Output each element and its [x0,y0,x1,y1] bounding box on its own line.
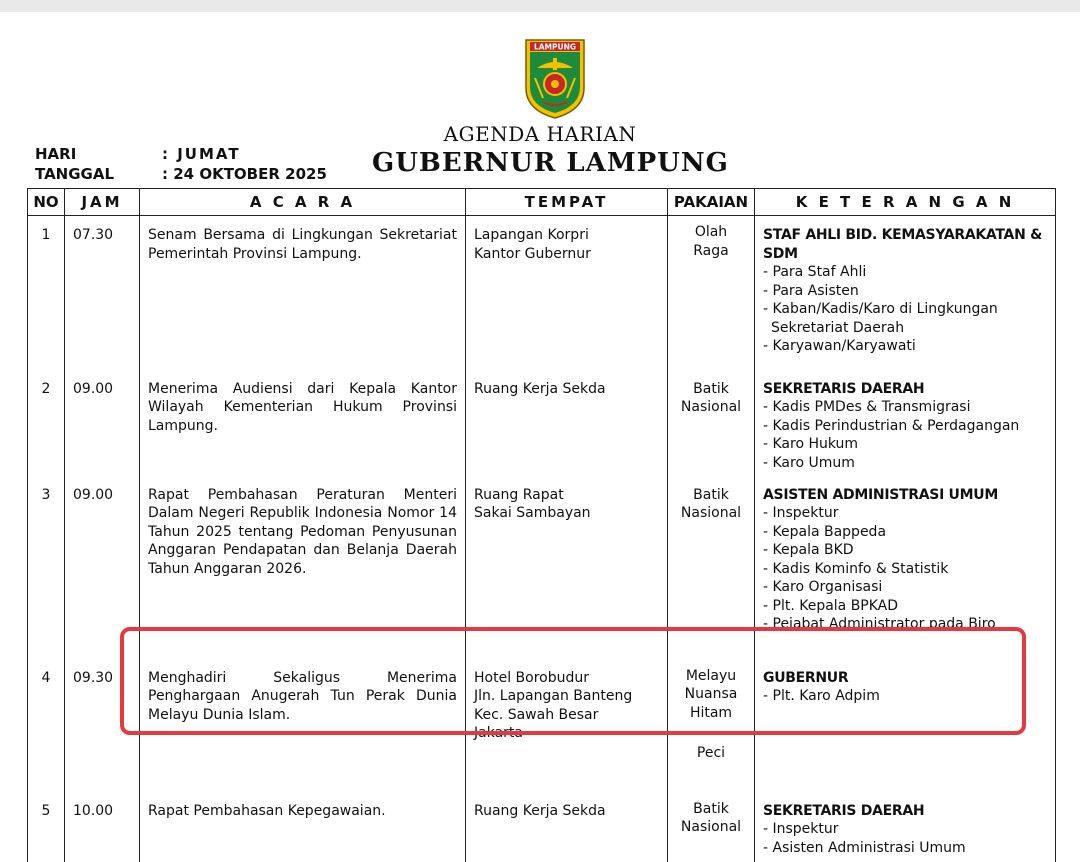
row-jam: 09.00 [65,380,140,486]
tanggal-label: TANGGAL [35,165,115,183]
row-pakaian: Batik Nasional [668,792,755,862]
tanggal-value: : 24 OKTOBER 2025 [162,165,327,183]
lampung-emblem-icon [523,38,587,120]
table-row [28,792,1056,862]
row-jam: 09.00 [65,486,140,667]
row-no: 1 [28,216,65,380]
row-tempat: Hotel Borobudur Jln. Lapangan Banteng Kec. Sawah Besar Jakarta [466,667,668,792]
row-tempat: Ruang Rapat Sakai Sambayan [466,486,668,667]
row-jam: 09.30 [65,667,140,792]
row-tempat: Ruang Kerja Sekda [466,380,668,486]
hari-label: HARI [35,145,77,163]
row-acara: Senam Bersama di Lingkungan Sekretariat Pemerintah Provinsi Lampung. [140,216,466,380]
agenda-title: AGENDA HARIAN [443,122,637,146]
logo-text: LAMPUNG [533,42,577,52]
row-pakaian: Batik Nasional [668,486,755,667]
col-header-acara: A C A R A [140,189,466,216]
table-row [28,216,1056,380]
col-header-keterangan: K E T E R A N G A N [755,189,1056,216]
row-tempat: Lapangan Korpri Kantor Gubernur [466,216,668,380]
row-acara: Menerima Audiensi dari Kepala Kantor Wilayah Kementerian Hukum Provinsi Lampung. [140,380,466,486]
row-keterangan: SEKRETARIS DAERAH - Inspektur - Asisten Administrasi Umum [755,792,1056,862]
row-jam: 07.30 [65,216,140,380]
hari-value: : JUMAT [162,145,241,163]
row-keterangan: SEKRETARIS DAERAH - Kadis PMDes & Transmigrasi - Kadis Perindustrian & Perdagangan - Karo Hukum - Karo Umum [755,380,1056,486]
agenda-table [27,188,1056,862]
row-pakaian: Olah Raga [668,216,755,380]
row-keterangan: ASISTEN ADMINISTRASI UMUM - Inspektur - Kepala Bappeda - Kepala BKD - Kadis Kominfo & Statistik - Karo Organisasi - Plt. Kepala BPKAD - Pejabat Administrator pada Biro [755,486,1056,667]
row-no: 5 [28,792,65,862]
highlight-box [120,627,1026,735]
row-tempat: Ruang Kerja Sekda [466,792,668,862]
col-header-jam: JAM [65,189,140,216]
row-no: 4 [28,667,65,792]
row-acara: Rapat Pembahasan Peraturan Menteri Dalam Negeri Republik Indonesia Nomor 14 Tahun 2025 tentang Pedoman Penyusunan Anggaran Pendapatan dan Belanja Daerah Tahun Anggaran 2026. [140,486,466,667]
row-jam: 10.00 [65,792,140,862]
row-keterangan: STAF AHLI BID. KEMASYARAKATAN & SDM - Para Staf Ahli - Para Asisten - Kaban/Kadis/Karo di Lingkungan Sekretariat Daerah - Karyawan/Karyawati [755,216,1056,380]
col-header-pakaian: PAKAIAN [668,189,755,216]
table-header-row [28,189,1056,216]
table-row [28,380,1056,486]
row-acara: Rapat Pembahasan Kepegawaian. [140,792,466,862]
row-acara: Menghadiri Sekaligus Menerima Penghargaan Anugerah Tun Perak Dunia Melayu Dunia Islam. [140,667,466,792]
row-no: 2 [28,380,65,486]
row-no: 3 [28,486,65,667]
col-header-tempat: TEMPAT [466,189,668,216]
row-pakaian: Melayu Nuansa Hitam Peci [668,667,755,792]
col-header-no: NO [28,189,65,216]
row-keterangan: GUBERNUR - Plt. Karo Adpim [755,667,1056,792]
top-bar [0,0,1080,12]
row-pakaian: Batik Nasional [668,380,755,486]
governor-title: GUBERNUR LAMPUNG [372,148,729,178]
